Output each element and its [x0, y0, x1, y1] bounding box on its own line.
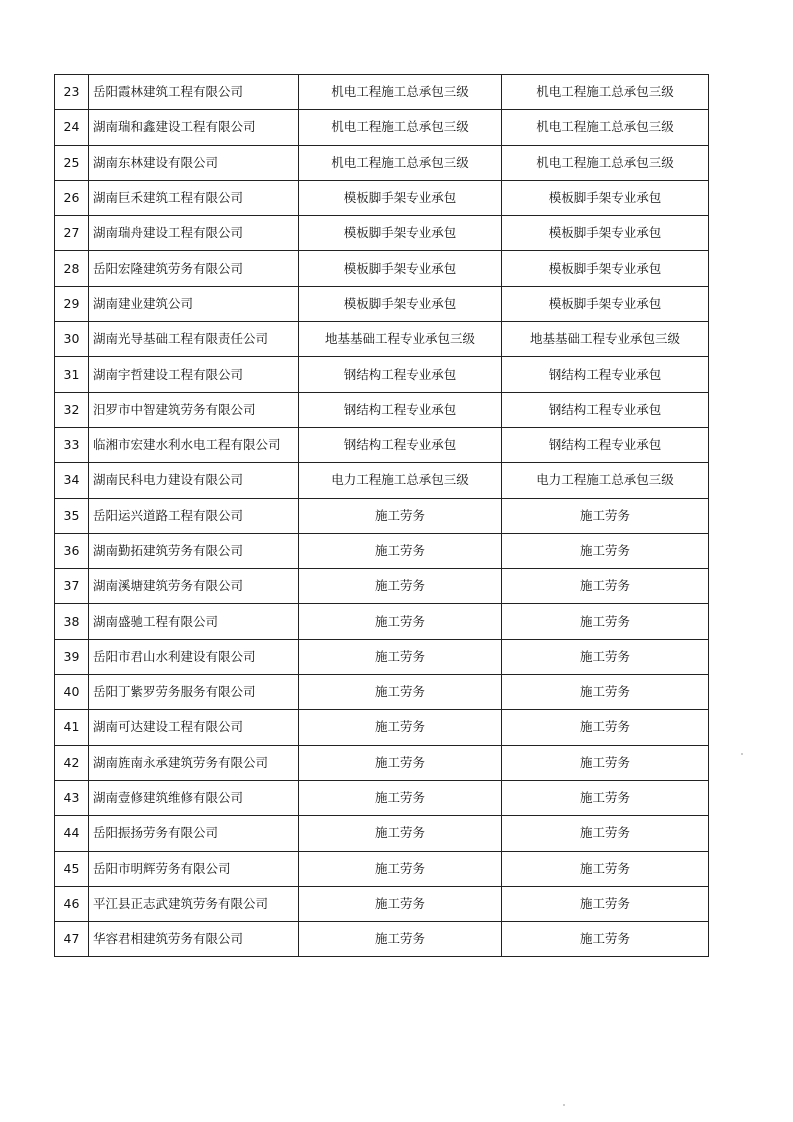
qualification-cell: 施工劳务 [502, 816, 709, 851]
company-name-cell: 临湘市宏建水利水电工程有限公司 [89, 427, 299, 462]
company-name-cell: 华容君相建筑劳务有限公司 [89, 922, 299, 957]
company-name-cell: 岳阳丁紫罗劳务服务有限公司 [89, 675, 299, 710]
company-name-cell: 汨罗市中智建筑劳务有限公司 [89, 392, 299, 427]
qualification-cell: 模板脚手架专业承包 [299, 251, 502, 286]
qualification-cell: 模板脚手架专业承包 [502, 251, 709, 286]
scan-speck [741, 753, 743, 755]
table-row [55, 886, 709, 921]
table-row [55, 357, 709, 392]
row-number-cell: 29 [55, 286, 89, 321]
qualification-cell: 施工劳务 [299, 886, 502, 921]
row-number-cell: 45 [55, 851, 89, 886]
table-row [55, 675, 709, 710]
qualification-cell: 施工劳务 [502, 639, 709, 674]
company-name-cell: 湖南宇哲建设工程有限公司 [89, 357, 299, 392]
table-row [55, 145, 709, 180]
row-number-cell: 26 [55, 180, 89, 215]
row-number-cell: 27 [55, 216, 89, 251]
qualification-cell: 电力工程施工总承包三级 [502, 463, 709, 498]
row-number-cell: 39 [55, 639, 89, 674]
row-number-cell: 40 [55, 675, 89, 710]
qualification-cell: 机电工程施工总承包三级 [299, 75, 502, 110]
company-name-cell: 湖南巨禾建筑工程有限公司 [89, 180, 299, 215]
qualification-cell: 机电工程施工总承包三级 [299, 145, 502, 180]
qualification-cell: 施工劳务 [299, 498, 502, 533]
company-name-cell: 岳阳振扬劳务有限公司 [89, 816, 299, 851]
table-row [55, 922, 709, 957]
qualification-cell: 施工劳务 [502, 710, 709, 745]
qualification-cell: 施工劳务 [502, 533, 709, 568]
qualification-cell: 钢结构工程专业承包 [299, 357, 502, 392]
qualification-cell: 钢结构工程专业承包 [299, 427, 502, 462]
row-number-cell: 25 [55, 145, 89, 180]
row-number-cell: 41 [55, 710, 89, 745]
qualification-cell: 施工劳务 [502, 604, 709, 639]
qualification-cell: 模板脚手架专业承包 [502, 216, 709, 251]
table-row [55, 392, 709, 427]
company-name-cell: 平江县正志武建筑劳务有限公司 [89, 886, 299, 921]
qualification-cell: 施工劳务 [502, 886, 709, 921]
qualification-cell: 施工劳务 [502, 569, 709, 604]
qualification-cell: 施工劳务 [299, 604, 502, 639]
qualification-cell: 施工劳务 [299, 639, 502, 674]
qualification-cell: 施工劳务 [299, 851, 502, 886]
qualification-cell: 施工劳务 [502, 922, 709, 957]
qualification-cell: 施工劳务 [299, 922, 502, 957]
company-name-cell: 湖南旌南永承建筑劳务有限公司 [89, 745, 299, 780]
qualification-cell: 施工劳务 [299, 533, 502, 568]
qualification-cell: 电力工程施工总承包三级 [299, 463, 502, 498]
row-number-cell: 35 [55, 498, 89, 533]
table-row [55, 710, 709, 745]
table-row [55, 816, 709, 851]
qualification-cell: 施工劳务 [299, 675, 502, 710]
company-name-cell: 岳阳宏隆建筑劳务有限公司 [89, 251, 299, 286]
qualification-cell: 机电工程施工总承包三级 [502, 110, 709, 145]
table-row [55, 110, 709, 145]
table-row [55, 745, 709, 780]
row-number-cell: 31 [55, 357, 89, 392]
qualification-cell: 机电工程施工总承包三级 [502, 75, 709, 110]
company-name-cell: 湖南光导基础工程有限责任公司 [89, 322, 299, 357]
table-row [55, 604, 709, 639]
company-name-cell: 湖南可达建设工程有限公司 [89, 710, 299, 745]
qualification-cell: 钢结构工程专业承包 [502, 427, 709, 462]
qualification-cell: 模板脚手架专业承包 [502, 180, 709, 215]
company-name-cell: 岳阳市明辉劳务有限公司 [89, 851, 299, 886]
qualification-cell: 施工劳务 [502, 675, 709, 710]
table-row [55, 780, 709, 815]
qualification-cell: 施工劳务 [299, 569, 502, 604]
qualification-cell: 机电工程施工总承包三级 [502, 145, 709, 180]
row-number-cell: 34 [55, 463, 89, 498]
table-body [55, 75, 709, 957]
qualification-cell: 地基基础工程专业承包三级 [299, 322, 502, 357]
row-number-cell: 36 [55, 533, 89, 568]
company-name-cell: 湖南瑞和鑫建设工程有限公司 [89, 110, 299, 145]
table-row [55, 180, 709, 215]
company-name-cell: 湖南建业建筑公司 [89, 286, 299, 321]
row-number-cell: 32 [55, 392, 89, 427]
row-number-cell: 23 [55, 75, 89, 110]
table-row [55, 569, 709, 604]
qualification-cell: 模板脚手架专业承包 [502, 286, 709, 321]
company-name-cell: 湖南东林建设有限公司 [89, 145, 299, 180]
row-number-cell: 47 [55, 922, 89, 957]
row-number-cell: 28 [55, 251, 89, 286]
scan-speck [563, 1104, 565, 1106]
qualification-cell: 地基基础工程专业承包三级 [502, 322, 709, 357]
company-name-cell: 湖南盛驰工程有限公司 [89, 604, 299, 639]
qualification-cell: 机电工程施工总承包三级 [299, 110, 502, 145]
qualification-cell: 施工劳务 [299, 816, 502, 851]
table-row [55, 639, 709, 674]
qualification-cell: 施工劳务 [299, 780, 502, 815]
qualification-cell: 施工劳务 [299, 745, 502, 780]
table-row [55, 498, 709, 533]
company-name-cell: 湖南勤拓建筑劳务有限公司 [89, 533, 299, 568]
table-row [55, 463, 709, 498]
row-number-cell: 38 [55, 604, 89, 639]
company-name-cell: 湖南溪塘建筑劳务有限公司 [89, 569, 299, 604]
company-name-cell: 岳阳运兴道路工程有限公司 [89, 498, 299, 533]
qualification-cell: 施工劳务 [502, 498, 709, 533]
company-name-cell: 岳阳市君山水利建设有限公司 [89, 639, 299, 674]
row-number-cell: 30 [55, 322, 89, 357]
company-name-cell: 湖南民科电力建设有限公司 [89, 463, 299, 498]
row-number-cell: 44 [55, 816, 89, 851]
table-row [55, 851, 709, 886]
qualification-cell: 施工劳务 [502, 745, 709, 780]
qualification-cell: 模板脚手架专业承包 [299, 216, 502, 251]
table-row [55, 427, 709, 462]
table-row [55, 216, 709, 251]
qualification-cell: 钢结构工程专业承包 [502, 392, 709, 427]
row-number-cell: 42 [55, 745, 89, 780]
company-name-cell: 湖南瑞舟建设工程有限公司 [89, 216, 299, 251]
qualification-cell: 钢结构工程专业承包 [299, 392, 502, 427]
qualification-table [54, 74, 709, 957]
qualification-cell: 施工劳务 [299, 710, 502, 745]
qualification-cell: 钢结构工程专业承包 [502, 357, 709, 392]
company-name-cell: 岳阳霞林建筑工程有限公司 [89, 75, 299, 110]
row-number-cell: 24 [55, 110, 89, 145]
table-row [55, 322, 709, 357]
table-row [55, 251, 709, 286]
qualification-cell: 模板脚手架专业承包 [299, 180, 502, 215]
row-number-cell: 33 [55, 427, 89, 462]
qualification-cell: 施工劳务 [502, 851, 709, 886]
qualification-cell: 施工劳务 [502, 780, 709, 815]
row-number-cell: 46 [55, 886, 89, 921]
qualification-cell: 模板脚手架专业承包 [299, 286, 502, 321]
table-row [55, 286, 709, 321]
table-row [55, 75, 709, 110]
row-number-cell: 43 [55, 780, 89, 815]
company-name-cell: 湖南壹修建筑维修有限公司 [89, 780, 299, 815]
table-row [55, 533, 709, 568]
row-number-cell: 37 [55, 569, 89, 604]
